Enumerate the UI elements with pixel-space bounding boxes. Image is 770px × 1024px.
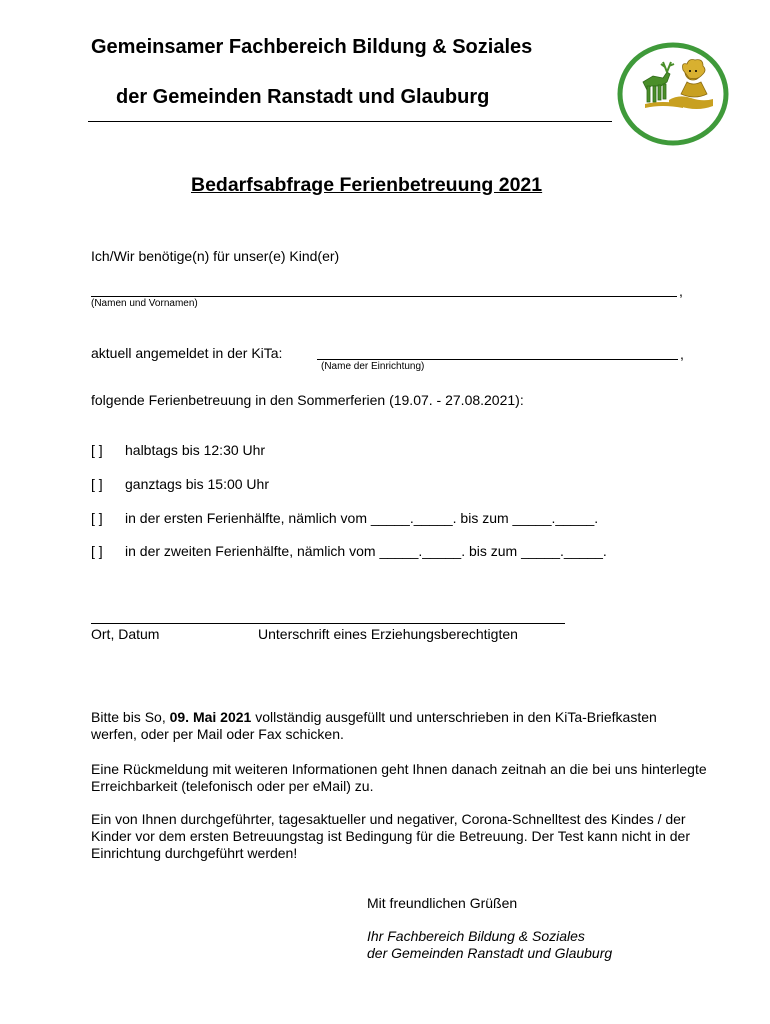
closing-greeting: Mit freundlichen Grüßen	[367, 895, 518, 911]
names-caption: (Namen und Vornamen)	[91, 298, 198, 309]
notice-paragraph-1: Bitte bis So, 09. Mai 2021 vollständig ausgefüllt und unterschrieben in den KiTa-Briefkasten werfen, oder per Mail oder Fax schicken.	[91, 709, 657, 742]
option-label-ganztags: ganztags bis 15:00 Uhr	[125, 476, 269, 492]
notice-paragraph-2: Eine Rückmeldung mit weiteren Informationen geht Ihnen danach zeitnah an die bei uns hinterlegte Erreichbarkeit (telefonisch oder per eMail) zu.	[91, 761, 707, 794]
option-checkbox-second-half[interactable]: [ ]	[91, 543, 103, 559]
option-label-halbtags: halbtags bis 12:30 Uhr	[125, 442, 266, 458]
signer-label: Unterschrift eines Erziehungsberechtigten	[258, 626, 518, 642]
header-rule	[88, 121, 612, 122]
header-line-2: der Gemeinden Ranstadt und Glauburg	[116, 86, 490, 108]
option-label-second-half: in der zweiten Ferienhälfte, nämlich vom _____._____. bis zum _____._____.	[125, 543, 607, 559]
signature-line[interactable]	[91, 623, 565, 624]
kita-field[interactable]	[317, 359, 678, 360]
municipal-logo-icon	[617, 42, 729, 146]
kita-label: aktuell angemeldet in der KiTa:	[91, 345, 283, 361]
place-date-label: Ort, Datum	[91, 626, 160, 642]
sender-line-2: der Gemeinden Ranstadt und Glauburg	[367, 945, 613, 961]
sender-line-1: Ihr Fachbereich Bildung & Soziales	[367, 928, 585, 944]
names-comma: ,	[679, 283, 683, 299]
kita-caption: (Name der Einrichtung)	[321, 361, 425, 372]
option-checkbox-first-half[interactable]: [ ]	[91, 510, 103, 526]
names-field[interactable]	[91, 296, 677, 297]
option-checkbox-halbtags[interactable]: [ ]	[91, 442, 103, 458]
intro-text: Ich/Wir benötige(n) für unser(e) Kind(er)	[91, 248, 340, 264]
period-text: folgende Ferienbetreuung in den Sommerferien (19.07. - 27.08.2021):	[91, 392, 524, 408]
option-label-first-half: in der ersten Ferienhälfte, nämlich vom _____._____. bis zum _____._____.	[125, 510, 599, 526]
notice-paragraph-3: Ein von Ihnen durchgeführter, tagesaktueller und negativer, Corona-Schnelltest des Kindes / der Kinder vor dem ersten Betreuungstag ist Bedingung für die Betreuung. Der Test kann nicht in der Einrichtung durchgeführt werden!	[91, 811, 690, 861]
option-checkbox-ganztags[interactable]: [ ]	[91, 476, 103, 492]
form-title: Bedarfsabfrage Ferienbetreuung 2021	[191, 174, 543, 196]
header-line-1: Gemeinsamer Fachbereich Bildung & Soziales	[91, 36, 533, 58]
kita-comma: ,	[680, 346, 684, 362]
